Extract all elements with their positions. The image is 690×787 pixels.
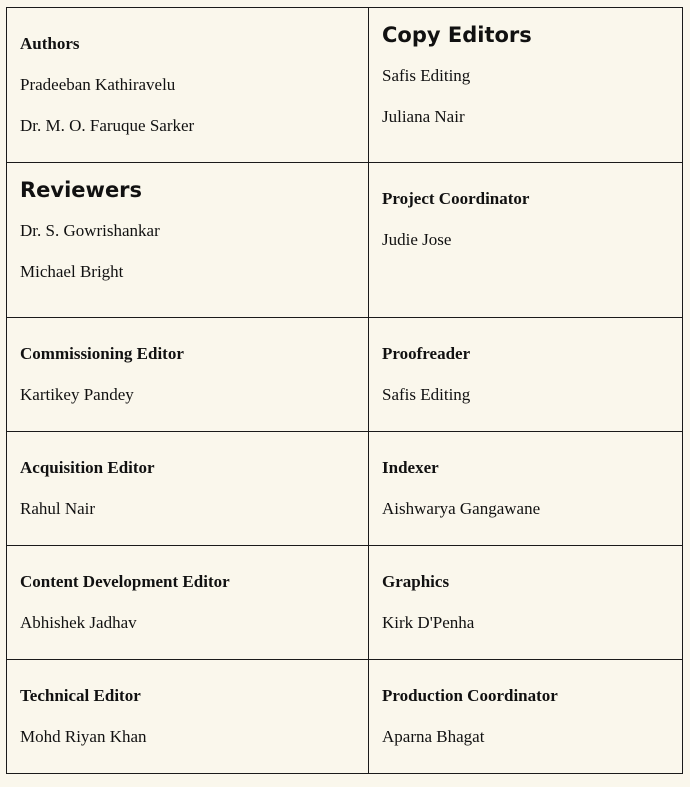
credit-cell-graphics bbox=[369, 546, 683, 660]
role-heading: Acquisition Editor bbox=[20, 458, 155, 477]
person-name: Pradeeban Kathiravelu bbox=[20, 75, 176, 94]
person-name: Safis Editing bbox=[382, 385, 471, 404]
role-heading: Copy Editors bbox=[382, 23, 532, 47]
person-name: Rahul Nair bbox=[20, 499, 96, 518]
credit-cell-copy-editors bbox=[369, 8, 683, 163]
role-heading: Content Development Editor bbox=[20, 572, 230, 591]
person-name: Aishwarya Gangawane bbox=[382, 499, 541, 518]
person-name: Safis Editing bbox=[382, 66, 471, 85]
credits-row bbox=[7, 546, 683, 660]
credit-cell-proofreader bbox=[369, 318, 683, 432]
role-heading: Commissioning Editor bbox=[20, 344, 184, 363]
person-name: Juliana Nair bbox=[382, 107, 465, 126]
role-heading: Indexer bbox=[382, 458, 439, 477]
role-heading: Reviewers bbox=[20, 178, 143, 202]
credit-cell-project-coordinator bbox=[369, 163, 683, 318]
credit-cell-acquisition-editor bbox=[7, 432, 369, 546]
person-name: Michael Bright bbox=[20, 262, 124, 281]
person-name: Kartikey Pandey bbox=[20, 385, 134, 404]
person-name: Kirk D'Penha bbox=[382, 613, 475, 632]
person-name: Judie Jose bbox=[382, 230, 452, 249]
credit-cell-indexer bbox=[369, 432, 683, 546]
role-heading: Proofreader bbox=[382, 344, 471, 363]
role-heading: Graphics bbox=[382, 572, 450, 591]
credits-row bbox=[7, 163, 683, 318]
credits-table bbox=[6, 7, 683, 774]
credit-cell-commissioning-editor bbox=[7, 318, 369, 432]
person-name: Aparna Bhagat bbox=[382, 727, 485, 746]
credit-cell-content-development-editor bbox=[7, 546, 369, 660]
person-name: Mohd Riyan Khan bbox=[20, 727, 147, 746]
credits-row bbox=[7, 318, 683, 432]
credit-cell-production-coordinator bbox=[369, 660, 683, 774]
person-name: Dr. S. Gowrishankar bbox=[20, 221, 160, 240]
role-heading: Project Coordinator bbox=[382, 189, 530, 208]
role-heading: Production Coordinator bbox=[382, 686, 558, 705]
credit-cell-authors bbox=[7, 8, 369, 163]
role-heading: Authors bbox=[20, 34, 80, 53]
credits-row bbox=[7, 660, 683, 774]
person-name: Abhishek Jadhav bbox=[20, 613, 137, 632]
person-name: Dr. M. O. Faruque Sarker bbox=[20, 116, 195, 135]
credit-cell-reviewers bbox=[7, 163, 369, 318]
credit-cell-technical-editor bbox=[7, 660, 369, 774]
role-heading: Technical Editor bbox=[20, 686, 141, 705]
credits-row bbox=[7, 432, 683, 546]
credits-row bbox=[7, 8, 683, 163]
